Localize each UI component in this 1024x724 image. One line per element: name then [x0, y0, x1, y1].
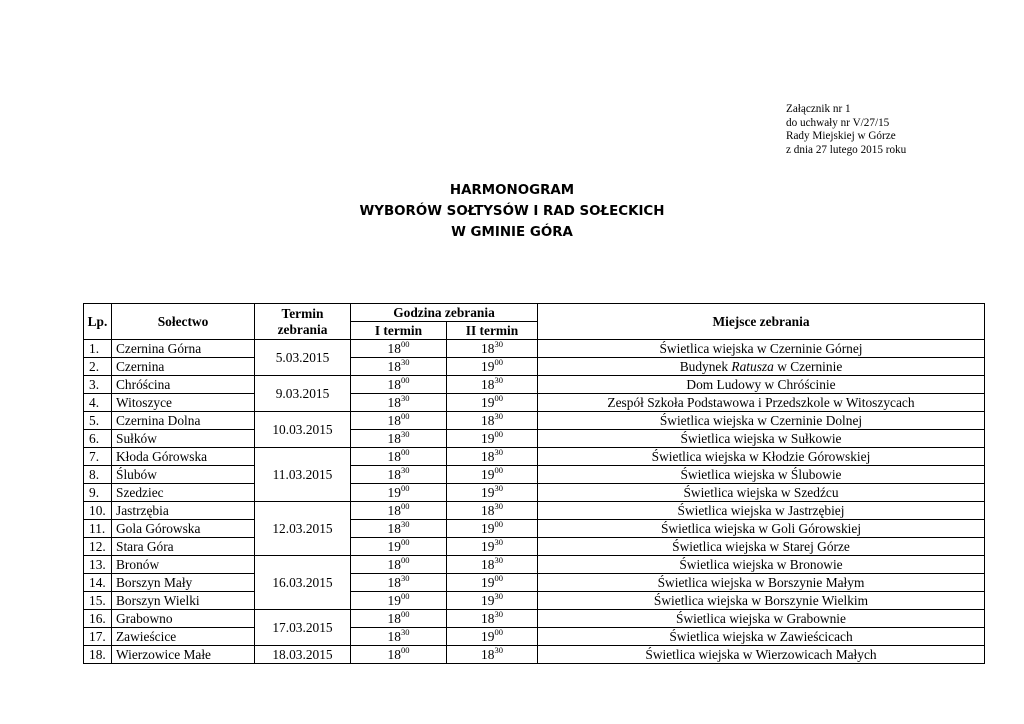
time-hour: 18 [481, 376, 495, 392]
time-hour: 19 [481, 394, 495, 410]
time-hour: 19 [481, 628, 495, 644]
time-minutes: 00 [400, 339, 410, 349]
row-miejsce: Dom Ludowy w Chróścinie [538, 376, 985, 394]
header-ii-termin: II termin [447, 322, 538, 340]
row-termin-date: 12.03.2015 [255, 502, 351, 556]
row-lp: 15. [84, 592, 112, 610]
time-hour: 19 [481, 574, 495, 590]
time-hour: 19 [481, 358, 495, 374]
row-solectwo: Witoszyce [112, 394, 255, 412]
row-solectwo: Czernina [112, 358, 255, 376]
row-lp: 9. [84, 484, 112, 502]
table-row [84, 646, 985, 664]
row-i-termin [351, 448, 447, 466]
time-minutes: 30 [400, 465, 410, 475]
table-row [84, 574, 985, 592]
row-termin-date: 9.03.2015 [255, 376, 351, 412]
table-row [84, 556, 985, 574]
row-i-termin [351, 520, 447, 538]
time-minutes: 30 [400, 519, 410, 529]
row-i-termin [351, 610, 447, 628]
row-lp: 16. [84, 610, 112, 628]
row-lp: 17. [84, 628, 112, 646]
row-i-termin [351, 376, 447, 394]
row-termin-date: 17.03.2015 [255, 610, 351, 646]
row-lp: 18. [84, 646, 112, 664]
row-ii-termin [447, 466, 538, 484]
row-lp: 12. [84, 538, 112, 556]
row-miejsce: Świetlica wiejska w Bronowie [538, 556, 985, 574]
table-row [84, 628, 985, 646]
time-minutes: 30 [494, 483, 503, 493]
header-solectwo: Sołectwo [112, 304, 255, 340]
table-row [84, 376, 985, 394]
row-ii-termin [447, 376, 538, 394]
row-i-termin [351, 484, 447, 502]
row-solectwo: Czernina Dolna [112, 412, 255, 430]
header-termin-line2: zebrania [277, 321, 328, 337]
row-lp: 8. [84, 466, 112, 484]
time-hour: 18 [481, 610, 495, 626]
table-row [84, 394, 985, 412]
row-ii-termin [447, 556, 538, 574]
time-minutes: 00 [494, 627, 503, 637]
time-hour: 19 [481, 484, 495, 500]
row-i-termin [351, 430, 447, 448]
time-hour: 18 [481, 412, 495, 428]
header-lp: Lp. [84, 304, 112, 340]
table-row [84, 448, 985, 466]
schedule-body [84, 340, 985, 664]
time-minutes: 00 [400, 591, 410, 601]
place-text: Budynek [679, 358, 732, 374]
row-termin-date: 16.03.2015 [255, 556, 351, 610]
row-miejsce: Świetlica wiejska w Grabownie [538, 610, 985, 628]
time-minutes: 30 [494, 555, 503, 565]
row-miejsce: Świetlica wiejska w Wierzowicach Małych [538, 646, 985, 664]
time-minutes: 00 [494, 429, 503, 439]
row-termin-date: 11.03.2015 [255, 448, 351, 502]
time-minutes: 30 [400, 627, 410, 637]
row-miejsce: Świetlica wiejska w Szedźcu [538, 484, 985, 502]
time-hour: 18 [481, 448, 495, 464]
row-i-termin [351, 466, 447, 484]
time-hour: 19 [387, 538, 401, 554]
time-hour: 18 [481, 502, 495, 518]
row-termin-date: 10.03.2015 [255, 412, 351, 448]
row-miejsce: Świetlica wiejska w Ślubowie [538, 466, 985, 484]
row-miejsce [538, 358, 985, 376]
row-ii-termin [447, 538, 538, 556]
time-minutes: 30 [494, 447, 503, 457]
time-minutes: 00 [400, 609, 410, 619]
time-hour: 19 [387, 484, 401, 500]
schedule-table [83, 303, 985, 664]
row-solectwo: Ślubów [112, 466, 255, 484]
row-ii-termin [447, 646, 538, 664]
row-ii-termin [447, 430, 538, 448]
time-minutes: 30 [494, 645, 503, 655]
annex-line: do uchwały nr V/27/15 [786, 116, 890, 129]
row-ii-termin [447, 412, 538, 430]
time-minutes: 00 [400, 483, 410, 493]
header-godzina: Godzina zebrania [351, 304, 538, 322]
time-hour: 19 [481, 592, 495, 608]
row-miejsce: Świetlica wiejska w Borszynie Wielkim [538, 592, 985, 610]
time-hour: 18 [387, 466, 401, 482]
time-minutes: 00 [494, 393, 503, 403]
table-row [84, 502, 985, 520]
row-solectwo: Gola Górowska [112, 520, 255, 538]
row-miejsce: Świetlica wiejska w Starej Górze [538, 538, 985, 556]
time-hour: 18 [387, 556, 401, 572]
row-i-termin [351, 592, 447, 610]
row-solectwo: Grabowno [112, 610, 255, 628]
time-hour: 18 [387, 340, 401, 356]
row-ii-termin [447, 448, 538, 466]
table-row [84, 430, 985, 448]
time-minutes: 30 [494, 591, 503, 601]
time-hour: 18 [387, 610, 401, 626]
row-termin-date: 5.03.2015 [255, 340, 351, 376]
time-hour: 19 [481, 538, 495, 554]
time-hour: 18 [387, 376, 401, 392]
time-hour: 18 [387, 520, 401, 536]
row-solectwo: Sułków [112, 430, 255, 448]
time-minutes: 00 [400, 375, 410, 385]
time-hour: 18 [387, 412, 401, 428]
row-i-termin [351, 538, 447, 556]
row-ii-termin [447, 502, 538, 520]
table-row [84, 340, 985, 358]
time-minutes: 30 [400, 429, 410, 439]
row-ii-termin [447, 610, 538, 628]
place-emphasis: Ratusza [731, 358, 774, 374]
table-row [84, 466, 985, 484]
row-termin-date: 18.03.2015 [255, 646, 351, 664]
row-ii-termin [447, 574, 538, 592]
header-termin [255, 304, 351, 340]
row-ii-termin [447, 340, 538, 358]
time-hour: 19 [387, 592, 401, 608]
row-miejsce: Świetlica wiejska w Goli Górowskiej [538, 520, 985, 538]
row-i-termin [351, 574, 447, 592]
table-row [84, 610, 985, 628]
row-i-termin [351, 556, 447, 574]
row-lp: 14. [84, 574, 112, 592]
row-solectwo: Borszyn Wielki [112, 592, 255, 610]
time-minutes: 00 [494, 357, 503, 367]
table-row [84, 484, 985, 502]
time-hour: 18 [387, 502, 401, 518]
title-line: W GMINIE GÓRA [451, 225, 573, 240]
time-hour: 19 [481, 430, 495, 446]
time-minutes: 00 [400, 537, 410, 547]
time-minutes: 30 [494, 411, 503, 421]
row-ii-termin [447, 592, 538, 610]
time-minutes: 30 [494, 609, 503, 619]
time-hour: 19 [481, 520, 495, 536]
table-row [84, 358, 985, 376]
time-minutes: 30 [494, 537, 503, 547]
row-solectwo: Zawieścice [112, 628, 255, 646]
row-solectwo: Wierzowice Małe [112, 646, 255, 664]
time-minutes: 30 [494, 501, 503, 511]
row-ii-termin [447, 520, 538, 538]
row-i-termin [351, 628, 447, 646]
time-hour: 18 [387, 574, 401, 590]
row-lp: 5. [84, 412, 112, 430]
time-minutes: 00 [400, 645, 410, 655]
title-line: WYBORÓW SOŁTYSÓW I RAD SOŁECKICH [359, 204, 665, 219]
time-hour: 18 [481, 646, 495, 662]
row-lp: 13. [84, 556, 112, 574]
annex-note [786, 103, 906, 157]
time-minutes: 00 [400, 555, 410, 565]
time-hour: 18 [387, 448, 401, 464]
row-solectwo: Jastrzębia [112, 502, 255, 520]
time-minutes: 30 [400, 573, 410, 583]
row-miejsce: Świetlica wiejska w Czerninie Dolnej [538, 412, 985, 430]
row-i-termin [351, 358, 447, 376]
row-lp: 1. [84, 340, 112, 358]
table-row [84, 538, 985, 556]
row-ii-termin [447, 484, 538, 502]
row-solectwo: Borszyn Mały [112, 574, 255, 592]
time-minutes: 00 [494, 519, 503, 529]
row-lp: 6. [84, 430, 112, 448]
annex-line: Załącznik nr 1 [786, 103, 851, 115]
row-miejsce: Zespół Szkoła Podstawowa i Przedszkole w Witoszycach [538, 394, 985, 412]
title-line: HARMONOGRAM [449, 183, 575, 198]
time-hour: 18 [387, 646, 401, 662]
row-lp: 3. [84, 376, 112, 394]
document-title [0, 180, 1024, 243]
row-miejsce: Świetlica wiejska w Jastrzębiej [538, 502, 985, 520]
annex-line: z dnia 27 lutego 2015 roku [786, 143, 907, 156]
row-miejsce: Świetlica wiejska w Zawieścicach [538, 628, 985, 646]
time-hour: 18 [387, 394, 401, 410]
time-hour: 18 [481, 556, 495, 572]
time-minutes: 00 [400, 447, 410, 457]
row-solectwo: Stara Góra [112, 538, 255, 556]
time-minutes: 30 [400, 393, 410, 403]
table-row [84, 412, 985, 430]
row-i-termin [351, 646, 447, 664]
row-solectwo: Bronów [112, 556, 255, 574]
place-text: w Czerninie [773, 358, 843, 374]
row-i-termin [351, 394, 447, 412]
time-minutes: 00 [400, 411, 410, 421]
row-miejsce: Świetlica wiejska w Czerninie Górnej [538, 340, 985, 358]
time-minutes: 00 [400, 501, 410, 511]
row-lp: 11. [84, 520, 112, 538]
time-minutes: 30 [494, 375, 503, 385]
time-hour: 18 [387, 430, 401, 446]
row-i-termin [351, 340, 447, 358]
row-solectwo: Chróścina [112, 376, 255, 394]
row-lp: 10. [84, 502, 112, 520]
row-lp: 7. [84, 448, 112, 466]
time-hour: 18 [481, 340, 495, 356]
time-minutes: 00 [494, 465, 503, 475]
row-solectwo: Szedziec [112, 484, 255, 502]
header-miejsce: Miejsce zebrania [538, 304, 985, 340]
row-ii-termin [447, 394, 538, 412]
time-hour: 18 [387, 628, 401, 644]
row-miejsce: Świetlica wiejska w Borszynie Małym [538, 574, 985, 592]
time-minutes: 30 [494, 339, 503, 349]
table-row [84, 592, 985, 610]
row-miejsce: Świetlica wiejska w Kłodzie Górowskiej [538, 448, 985, 466]
row-lp: 2. [84, 358, 112, 376]
row-ii-termin [447, 358, 538, 376]
time-minutes: 00 [494, 573, 503, 583]
row-miejsce: Świetlica wiejska w Sułkowie [538, 430, 985, 448]
header-i-termin: I termin [351, 322, 447, 340]
row-lp: 4. [84, 394, 112, 412]
row-i-termin [351, 502, 447, 520]
time-hour: 18 [387, 358, 401, 374]
row-solectwo: Kłoda Górowska [112, 448, 255, 466]
time-hour: 19 [481, 466, 495, 482]
header-termin-line1: Termin [281, 305, 324, 321]
time-minutes: 30 [400, 357, 410, 367]
row-solectwo: Czernina Górna [112, 340, 255, 358]
row-i-termin [351, 412, 447, 430]
table-row [84, 520, 985, 538]
row-ii-termin [447, 628, 538, 646]
annex-line: Rady Miejskiej w Górze [786, 130, 896, 143]
